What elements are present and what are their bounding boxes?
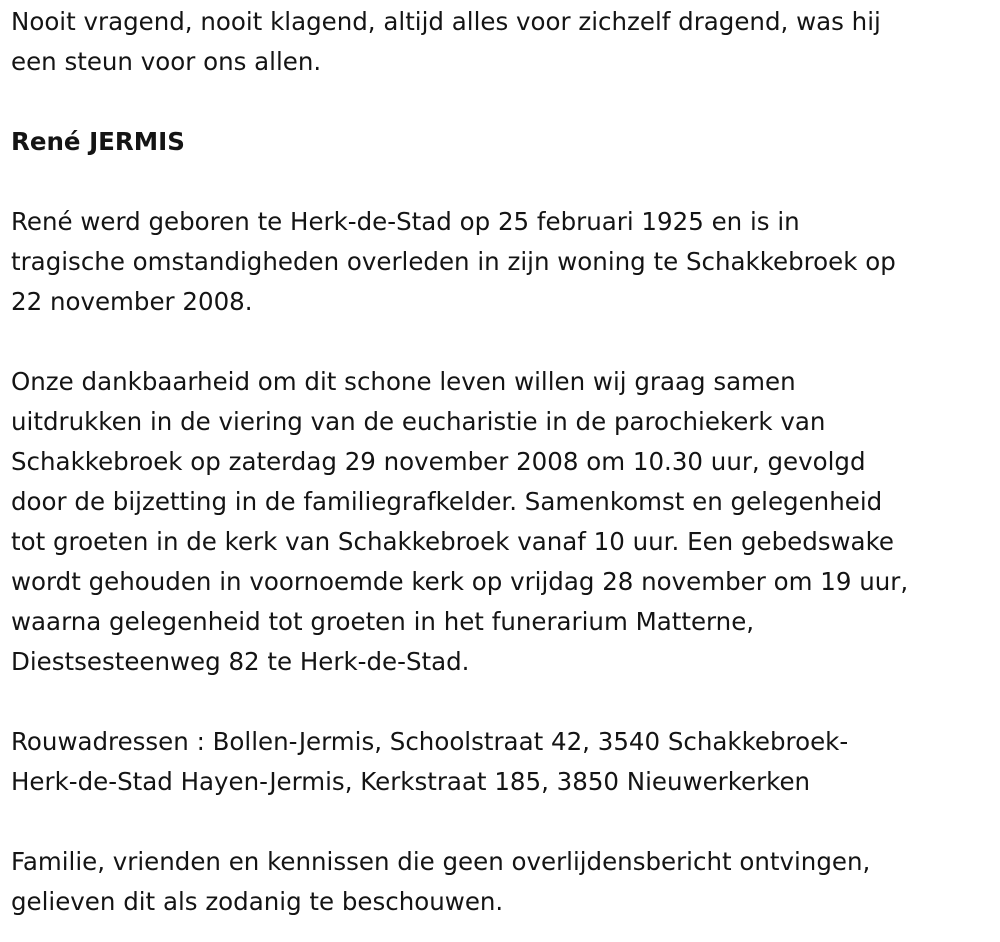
deceased-name: René JERMIS — [11, 127, 185, 156]
text-line: door de bijzetting in de familiegrafkelder. Samenkomst en gelegenheid — [11, 487, 883, 516]
text-line: waarna gelegenheid tot groeten in het funerarium Matterne, — [11, 607, 755, 636]
text-line: tot groeten in de kerk van Schakkebroek vanaf 10 uur. Een gebedswake — [11, 527, 894, 556]
intro-paragraph — [11, 2, 993, 82]
closing-paragraph — [11, 842, 993, 922]
text-line: Nooit vragend, nooit klagend, altijd alles voor zichzelf dragend, was hij — [11, 7, 881, 36]
text-line: Onze dankbaarheid om dit schone leven willen wij graag samen — [11, 367, 796, 396]
text-line: wordt gehouden in voornoemde kerk op vrijdag 28 november om 19 uur, — [11, 567, 909, 596]
text-line: tragische omstandigheden overleden in zijn woning te Schakkebroek op — [11, 247, 896, 276]
text-line: uitdrukken in de viering van de eucharistie in de parochiekerk van — [11, 407, 826, 436]
text-line: gelieven dit als zodanig te beschouwen. — [11, 887, 504, 916]
obituary-document — [11, 2, 993, 922]
birth-death-paragraph — [11, 202, 993, 322]
text-line: Diestsesteenweg 82 te Herk-de-Stad. — [11, 647, 470, 676]
text-line: een steun voor ons allen. — [11, 47, 322, 76]
text-line: Herk-de-Stad Hayen-Jermis, Kerkstraat 185, 3850 Nieuwerkerken — [11, 767, 811, 796]
text-line: Rouwadressen : Bollen-Jermis, Schoolstraat 42, 3540 Schakkebroek- — [11, 727, 849, 756]
service-paragraph — [11, 362, 993, 682]
text-line: Familie, vrienden en kennissen die geen overlijdensbericht ontvingen, — [11, 847, 871, 876]
text-line: René werd geboren te Herk-de-Stad op 25 februari 1925 en is in — [11, 207, 800, 236]
text-line: Schakkebroek op zaterdag 29 november 2008 om 10.30 uur, gevolgd — [11, 447, 866, 476]
deceased-name-heading — [11, 122, 993, 162]
text-line: 22 november 2008. — [11, 287, 253, 316]
mourning-addresses-paragraph — [11, 722, 993, 802]
